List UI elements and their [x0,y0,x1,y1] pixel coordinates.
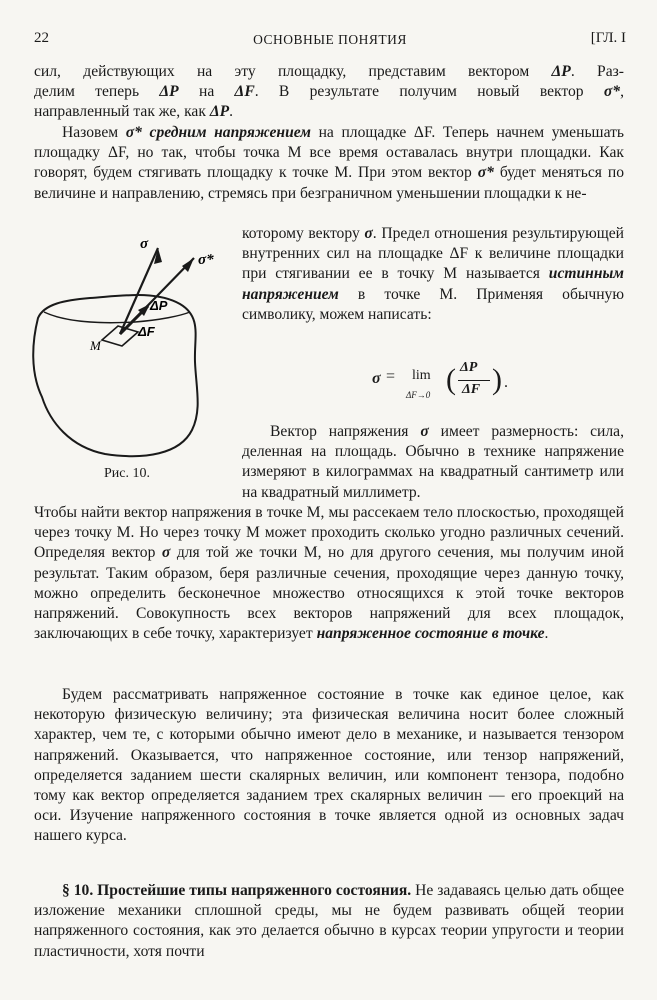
page-number: 22 [34,30,49,46]
stress-vector-diagram [30,222,240,462]
figure-10 [30,222,240,462]
area-element [102,326,138,346]
label-dp: ΔP [150,298,168,313]
column-text-2: Вектор напряжения σ имеет размерность: сила, деленная на площадь. Обычно в технике напряжение измеряют в килограммах на квадратный сантиметр или на квадратный миллиметр. [242,423,625,501]
column-text-1: которому вектору σ. Предел отношения результирующей внутренних сил на площадке ΔF к величине площадки при стягивании ее в точку M называется истинным напряжением в точке M. Применяя обычную символику, можем написать: [242,225,624,323]
page-header [34,30,626,52]
body-outline [33,295,197,456]
section-10: § 10. Простейшие типы напряженного состояния. Не задаваясь целью дать общее изложение механики сплошной среды, мы не будем развивать общей теории напряженного состояния, как это делается обычно в курсах теории упругости и теории пластичности, хотя почти [34,882,624,960]
section-curve [44,312,190,323]
stress-limit-formula: σ = lim ΔF→0 ( ΔP ΔF ) . [372,360,508,400]
section-title: § 10. Простейшие типы напряженного состояния. [62,882,412,899]
paragraph-3: Чтобы найти вектор напряжения в точке M, мы рассекаем тело плоскостью, проходящей через точку M. Но через точку M может проходить сколько угодно различных сечений. Определяя вектор σ для той же точки M, но для другого сечения, мы получим иной результат. Таким образом, беря различные сечения, проходящие через данную точку, можно определить бесконечное множество относящихся к этой точке векторов напряжений. Совокупность всех векторов напряжений для всех площадок, заключающих в себе точку, характеризует напряженное состояние в точке. [34,504,624,643]
paragraph-1: сил, действующих на эту площадку, представим вектором ΔP. Раз- делим теперь ΔP на ΔF. В результате получим новый вектор σ*, направленный так же, как ΔP. [34,63,624,121]
paragraph-4: Будем рассматривать напряженное состояние в точке как единое целое, как некоторую физическую величину; эта физическая величина носит более сложный характер, чем те, с которыми обычно имеют дело в механике, и называется тензором напряжений. Оказывается, что напряженное состояние, или тензор напряжений, определяется заданием шести скалярных величин, или компонент тензора, подобно тому как вектор определяется заданием трех скалярных величин — его проекций на оси. Изучение напряженного состояния в точке является одной из основных задач нашего курса. [34,686,624,845]
figure-caption: Рис. 10. [104,466,150,481]
label-sigma-star: σ* [198,252,214,268]
running-title: ОСНОВНЫЕ ПОНЯТИЯ [253,32,407,47]
chapter-label: [ГЛ. I [590,30,626,46]
paragraph-2: Назовем σ* средним напряжением на площадке ΔF. Теперь начнем уменьшать площадку ΔF, но так, чтобы точка M все время оставалась внутри площадки. Как говорят, будем стягивать площадку к точке M. При этом вектор σ* будет меняться по величине и направлению, стремясь при безграничном уменьшении площадки к не- [34,124,625,202]
label-df: ΔF [138,324,155,339]
label-m: M [90,338,101,353]
label-sigma: σ [140,236,149,252]
